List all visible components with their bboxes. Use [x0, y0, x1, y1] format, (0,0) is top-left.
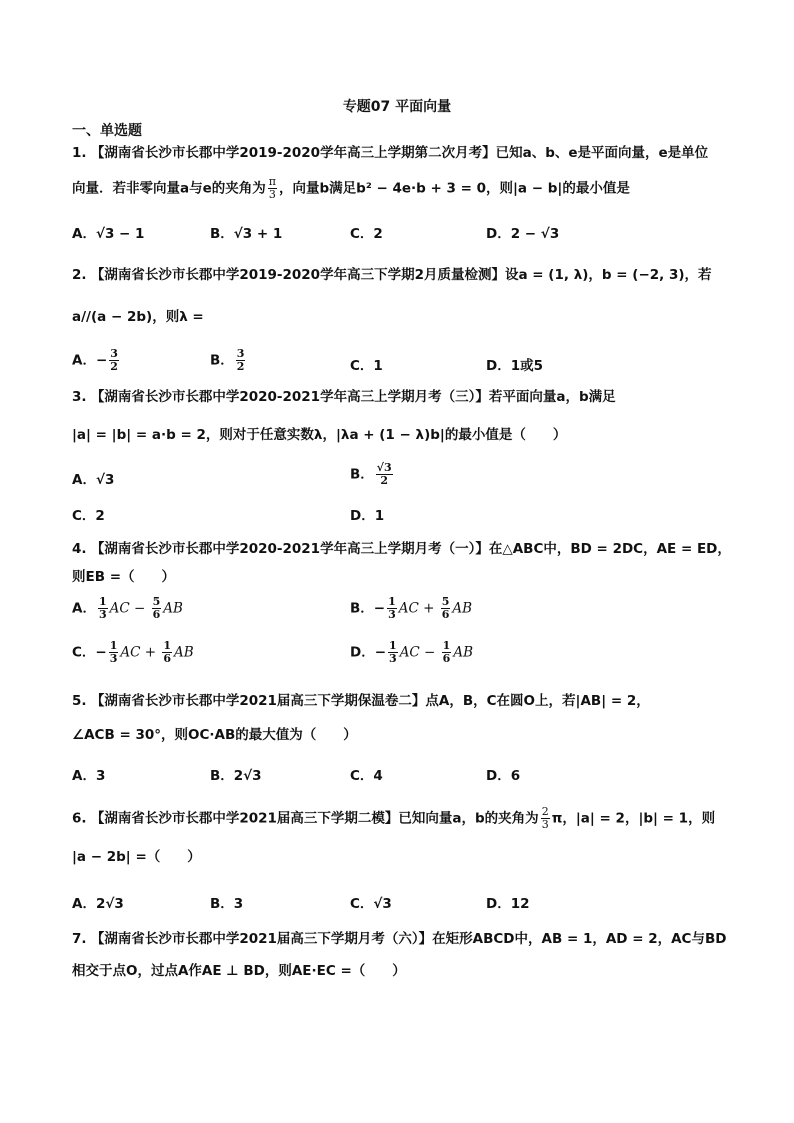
question-source: 【湖南省长沙市长郡中学2019-2020学年高三上学期第二次月考】 — [90, 145, 496, 161]
question-text: 在矩形ABCD中，AB = 1，AD = 2，AC与BD — [432, 931, 727, 947]
option-b[interactable]: B．− $\frac{1}{3}$ AC + $\frac{5}{6}$ AB — [350, 595, 473, 621]
question-source: 【湖南省长沙市长郡中学2021届高三下学期月考（六）】 — [90, 931, 433, 947]
option-c[interactable]: C．− $\frac{1}{3}$ AC + $\frac{1}{6}$ AB — [72, 639, 194, 665]
fraction: $\frac{\pi}{3}$ — [268, 175, 276, 201]
fraction: $\frac{1}{3}$ — [388, 595, 396, 621]
question-number: 2. — [72, 267, 87, 283]
question-number: 1. — [72, 145, 87, 161]
question-text: 相交于点O，过点A作AE ⊥ BD，则AE·EC =（ ） — [72, 963, 406, 979]
question-text: |a| = |b| = a·b = 2，则对于任意实数λ，|λa + (1 − λ)b|的最小值是（ ） — [72, 427, 567, 443]
question-number: 7. — [72, 931, 87, 947]
question-source: 【湖南省长沙市长郡中学2021届高三下学期二模】 — [90, 810, 399, 827]
question-source: 【湖南省长沙市长郡中学2021届高三下学期保温卷二】 — [90, 693, 426, 709]
question-text: |a − 2b| =（ ） — [72, 849, 201, 865]
option-a[interactable]: A．− $\frac{3}{2}$ — [72, 347, 118, 373]
option-d[interactable]: D．12 — [486, 896, 530, 912]
question-text: 点A，B，C在圆O上，若|AB| = 2， — [425, 693, 650, 709]
question-4-options-row-2 — [72, 640, 722, 674]
fraction: $\frac{1}{3}$ — [389, 639, 397, 665]
question-text: 若平面向量a，b满足 — [488, 389, 616, 405]
question-text: a//(a − 2b)，则λ = — [72, 309, 204, 325]
fraction: $\frac{3}{2}$ — [110, 347, 118, 373]
option-c[interactable]: C．4 — [350, 768, 383, 784]
question-text: 设a = (1, λ)，b = (−2, 3)，若 — [504, 267, 712, 283]
page-title: 专题07 平面向量 — [342, 99, 452, 115]
option-d[interactable]: D．1 — [350, 508, 385, 524]
question-5-line-1 — [72, 690, 650, 712]
option-b[interactable]: B． $\frac{√3}{2}$ — [350, 461, 392, 487]
option-a[interactable]: A．√3 − 1 — [72, 226, 145, 242]
question-7-line-2 — [72, 960, 406, 982]
question-6-line-2 — [72, 846, 201, 868]
fraction: $\frac{5}{6}$ — [152, 595, 161, 621]
option-a[interactable]: A．2√3 — [72, 896, 124, 912]
option-c[interactable]: C．2 — [350, 226, 383, 242]
question-5-line-2 — [72, 724, 357, 746]
option-a[interactable]: A． $\frac{1}{3}$ AC − $\frac{5}{6}$ AB — [72, 595, 183, 621]
question-4-line-2 — [72, 566, 175, 588]
question-text: π，|a| = 2，|b| = 1，则 — [551, 810, 716, 827]
question-5-options — [72, 764, 722, 790]
question-source: 【湖南省长沙市长郡中学2020-2021学年高三上学期月考（三）】 — [90, 389, 489, 405]
section-heading: 一、单选题 — [72, 123, 142, 139]
question-text: 则EB =（ ） — [72, 569, 176, 585]
fraction: $\frac{1}{6}$ — [163, 639, 172, 665]
option-c[interactable]: C．2 — [72, 508, 105, 524]
question-source: 【湖南省长沙市长郡中学2020-2021学年高三上学期月考（一）】 — [90, 541, 489, 557]
fraction: $\frac{2}{3}$ — [541, 805, 549, 831]
question-text: 已知a、b、e是平面向量，e是单位 — [495, 145, 709, 161]
question-text: 已知向量a，b的夹角为 — [398, 810, 539, 827]
question-text: 向量．若非零向量a与e的夹角为 — [72, 180, 266, 197]
question-text: ∠ACB = 30°，则OC·AB的最大值为（ ） — [72, 727, 357, 743]
option-b[interactable]: B． $\frac{3}{2}$ — [210, 347, 245, 373]
option-a[interactable]: A．√3 — [72, 472, 115, 488]
question-2-line-2 — [72, 306, 204, 328]
fraction: $\frac{1}{3}$ — [109, 639, 118, 665]
question-3-options-row-1 — [72, 461, 722, 492]
question-7-line-1 — [72, 928, 726, 950]
question-text: 在△ABC中，BD = 2DC，AE = ED， — [488, 541, 731, 557]
option-b[interactable]: B．3 — [210, 896, 244, 912]
question-3-line-2 — [72, 424, 566, 446]
option-c[interactable]: C．√3 — [350, 896, 392, 912]
option-d[interactable]: D．2 − √3 — [486, 226, 560, 242]
question-1-options — [72, 222, 722, 248]
question-number: 3. — [72, 389, 87, 405]
question-1-line-2 — [72, 176, 630, 201]
fraction: $\frac{5}{6}$ — [441, 595, 450, 621]
question-number: 4. — [72, 541, 87, 557]
question-number: 6. — [72, 810, 87, 827]
option-a[interactable]: A．3 — [72, 768, 106, 784]
fraction: $\frac{√3}{2}$ — [376, 461, 392, 487]
question-4-line-1 — [72, 538, 731, 560]
question-3-options-row-2 — [72, 504, 722, 530]
option-d[interactable]: D．1或5 — [486, 358, 543, 374]
option-d[interactable]: D．− $\frac{1}{3}$ AC − $\frac{1}{6}$ AB — [350, 639, 473, 665]
question-6-line-1 — [72, 806, 715, 831]
question-source: 【湖南省长沙市长郡中学2019-2020学年高三下学期2月质量检测】 — [90, 267, 505, 283]
option-b[interactable]: B．√3 + 1 — [210, 226, 283, 242]
option-d[interactable]: D．6 — [486, 768, 521, 784]
fraction: $\frac{3}{2}$ — [236, 347, 245, 373]
question-3-line-1 — [72, 386, 616, 408]
option-b[interactable]: B．2√3 — [210, 768, 262, 784]
question-2-options — [72, 346, 722, 372]
option-c[interactable]: C．1 — [350, 358, 383, 374]
question-2-line-1 — [72, 264, 712, 286]
question-text: ，向量b满足b² − 4e·b + 3 = 0，则|a − b|的最小值是 — [279, 180, 630, 197]
question-number: 5. — [72, 693, 87, 709]
question-4-options-row-1 — [72, 596, 722, 630]
question-1-line-1 — [72, 142, 708, 164]
fraction: $\frac{1}{3}$ — [98, 595, 107, 621]
question-6-options — [72, 892, 722, 918]
fraction: $\frac{1}{6}$ — [442, 639, 451, 665]
